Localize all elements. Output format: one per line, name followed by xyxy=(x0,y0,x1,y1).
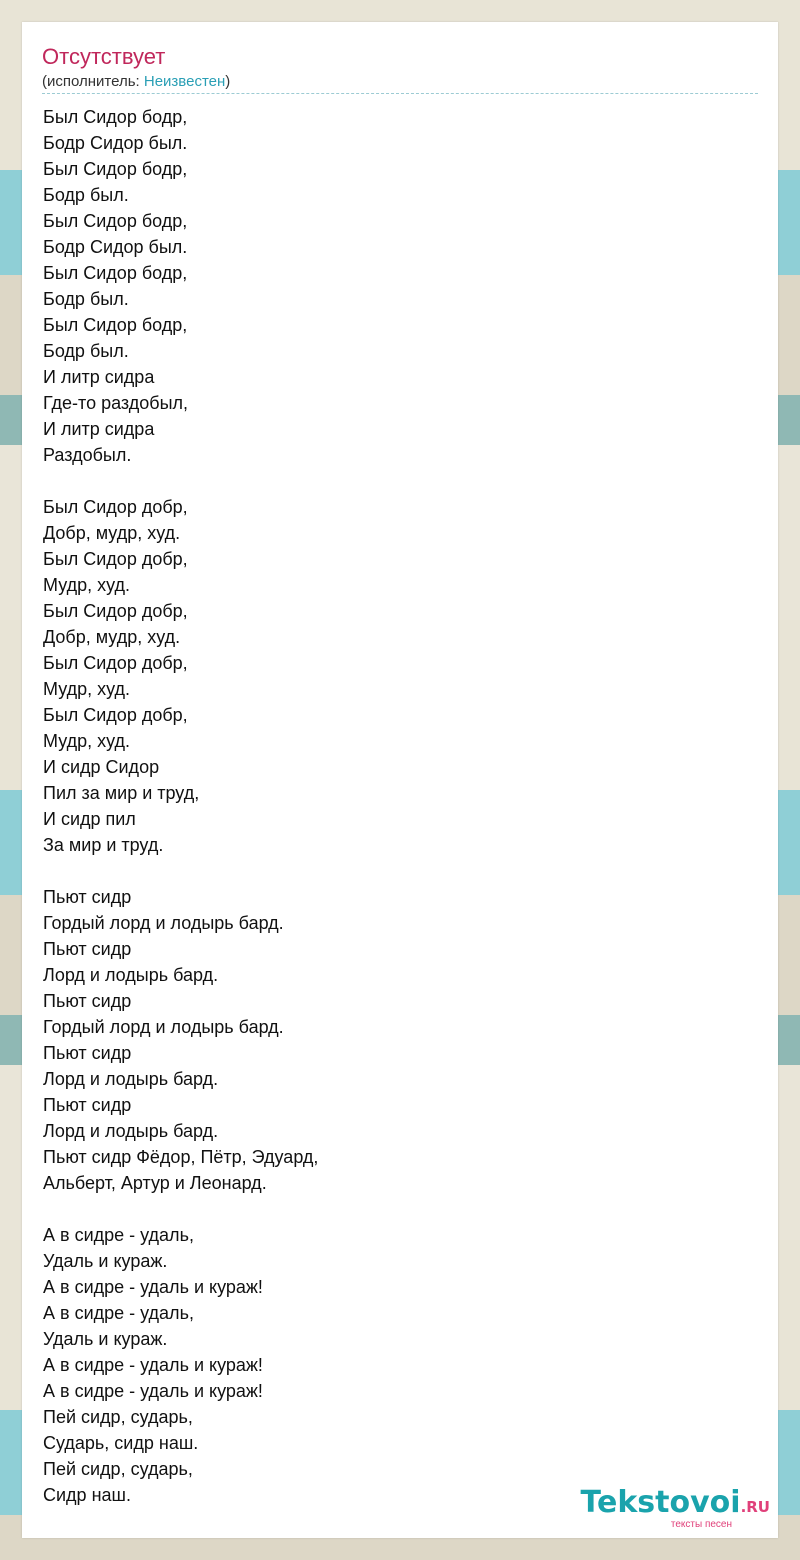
lyric-line: Пей сидр, сударь, xyxy=(43,1459,193,1479)
lyric-line: А в сидре - удаль и кураж! xyxy=(43,1277,263,1297)
lyric-line: Бодр Сидор был. xyxy=(43,237,188,257)
lyric-line: Был Сидор добр, xyxy=(43,653,188,673)
lyric-line: Был Сидор бодр, xyxy=(43,263,188,283)
lyric-line: Мудр, худ. xyxy=(43,575,131,595)
lyric-line: А в сидре - удаль и кураж! xyxy=(43,1355,263,1375)
lyric-line: Лорд и лодырь бард. xyxy=(43,1121,219,1141)
logo-name: Tekstovoi xyxy=(580,1485,741,1520)
lyric-line: Был Сидор добр, xyxy=(43,705,188,725)
lyrics-card xyxy=(22,22,778,1538)
lyric-line: Гордый лорд и лодырь бард. xyxy=(43,913,284,933)
lyric-line: И сидр пил xyxy=(43,809,136,829)
lyric-line: Добр, мудр, худ. xyxy=(43,627,181,647)
lyric-line: Где-то раздобыл, xyxy=(43,393,189,413)
performer-line xyxy=(42,73,230,91)
lyric-line: Удаль и кураж. xyxy=(43,1329,168,1349)
lyric-line: За мир и труд. xyxy=(43,835,164,855)
verse-gap xyxy=(43,1196,743,1222)
lyric-line: Был Сидор бодр, xyxy=(43,315,188,335)
lyric-line: Удаль и кураж. xyxy=(43,1251,168,1271)
lyric-line: Бодр был. xyxy=(43,289,129,309)
lyric-line: Раздобыл. xyxy=(43,445,132,465)
lyric-line: Альберт, Артур и Леонард. xyxy=(43,1173,267,1193)
lyric-line: Бодр был. xyxy=(43,341,129,361)
lyric-line: Пьют сидр xyxy=(43,887,132,907)
performer-link[interactable]: Неизвестен xyxy=(143,73,226,90)
lyric-line: Был Сидор добр, xyxy=(43,549,188,569)
lyric-line: И литр сидра xyxy=(43,367,155,387)
lyric-line: Пьют сидр Фёдор, Пётр, Эдуард, xyxy=(43,1147,319,1167)
lyric-line: И литр сидра xyxy=(43,419,155,439)
lyric-line: Пил за мир и труд, xyxy=(43,783,200,803)
title-divider xyxy=(42,93,758,94)
lyric-line: Бодр Сидор был. xyxy=(43,133,188,153)
lyrics-text xyxy=(43,104,743,1508)
lyric-line: Мудр, худ. xyxy=(43,679,131,699)
lyric-line: А в сидре - удаль, xyxy=(43,1303,194,1323)
lyric-line: Был Сидор бодр, xyxy=(43,159,188,179)
lyric-line: Сидр наш. xyxy=(43,1485,131,1505)
lyric-line: Пьют сидр xyxy=(43,1043,132,1063)
lyric-line: Пьют сидр xyxy=(43,939,132,959)
lyric-line: Бодр был. xyxy=(43,185,129,205)
lyric-line: Был Сидор бодр, xyxy=(43,107,188,127)
lyric-line: Пьют сидр xyxy=(43,1095,132,1115)
lyric-line: Был Сидор бодр, xyxy=(43,211,188,231)
lyric-line: Добр, мудр, худ. xyxy=(43,523,181,543)
lyric-line: А в сидре - удаль, xyxy=(43,1225,194,1245)
lyric-line: Гордый лорд и лодырь бард. xyxy=(43,1017,284,1037)
site-logo[interactable] xyxy=(581,1487,770,1530)
logo-tld: .RU xyxy=(740,1498,770,1516)
lyric-line: Лорд и лодырь бард. xyxy=(43,965,219,985)
lyric-line: Сударь, сидр наш. xyxy=(43,1433,199,1453)
lyric-line: Лорд и лодырь бард. xyxy=(43,1069,219,1089)
lyric-line: Был Сидор добр, xyxy=(43,497,188,517)
performer-prefix: (исполнитель: xyxy=(42,73,144,90)
lyric-line: Пей сидр, сударь, xyxy=(43,1407,193,1427)
song-title: Отсутствует xyxy=(42,44,166,69)
lyric-line: И сидр Сидор xyxy=(43,757,160,777)
lyric-line: Мудр, худ. xyxy=(43,731,131,751)
verse-gap xyxy=(43,858,743,884)
logo-tagline: тексты песен xyxy=(670,1519,732,1530)
lyric-line: Пьют сидр xyxy=(43,991,132,1011)
lyric-line: А в сидре - удаль и кураж! xyxy=(43,1381,263,1401)
verse-gap xyxy=(43,468,743,494)
lyric-line: Был Сидор добр, xyxy=(43,601,188,621)
performer-suffix: ) xyxy=(225,73,231,90)
